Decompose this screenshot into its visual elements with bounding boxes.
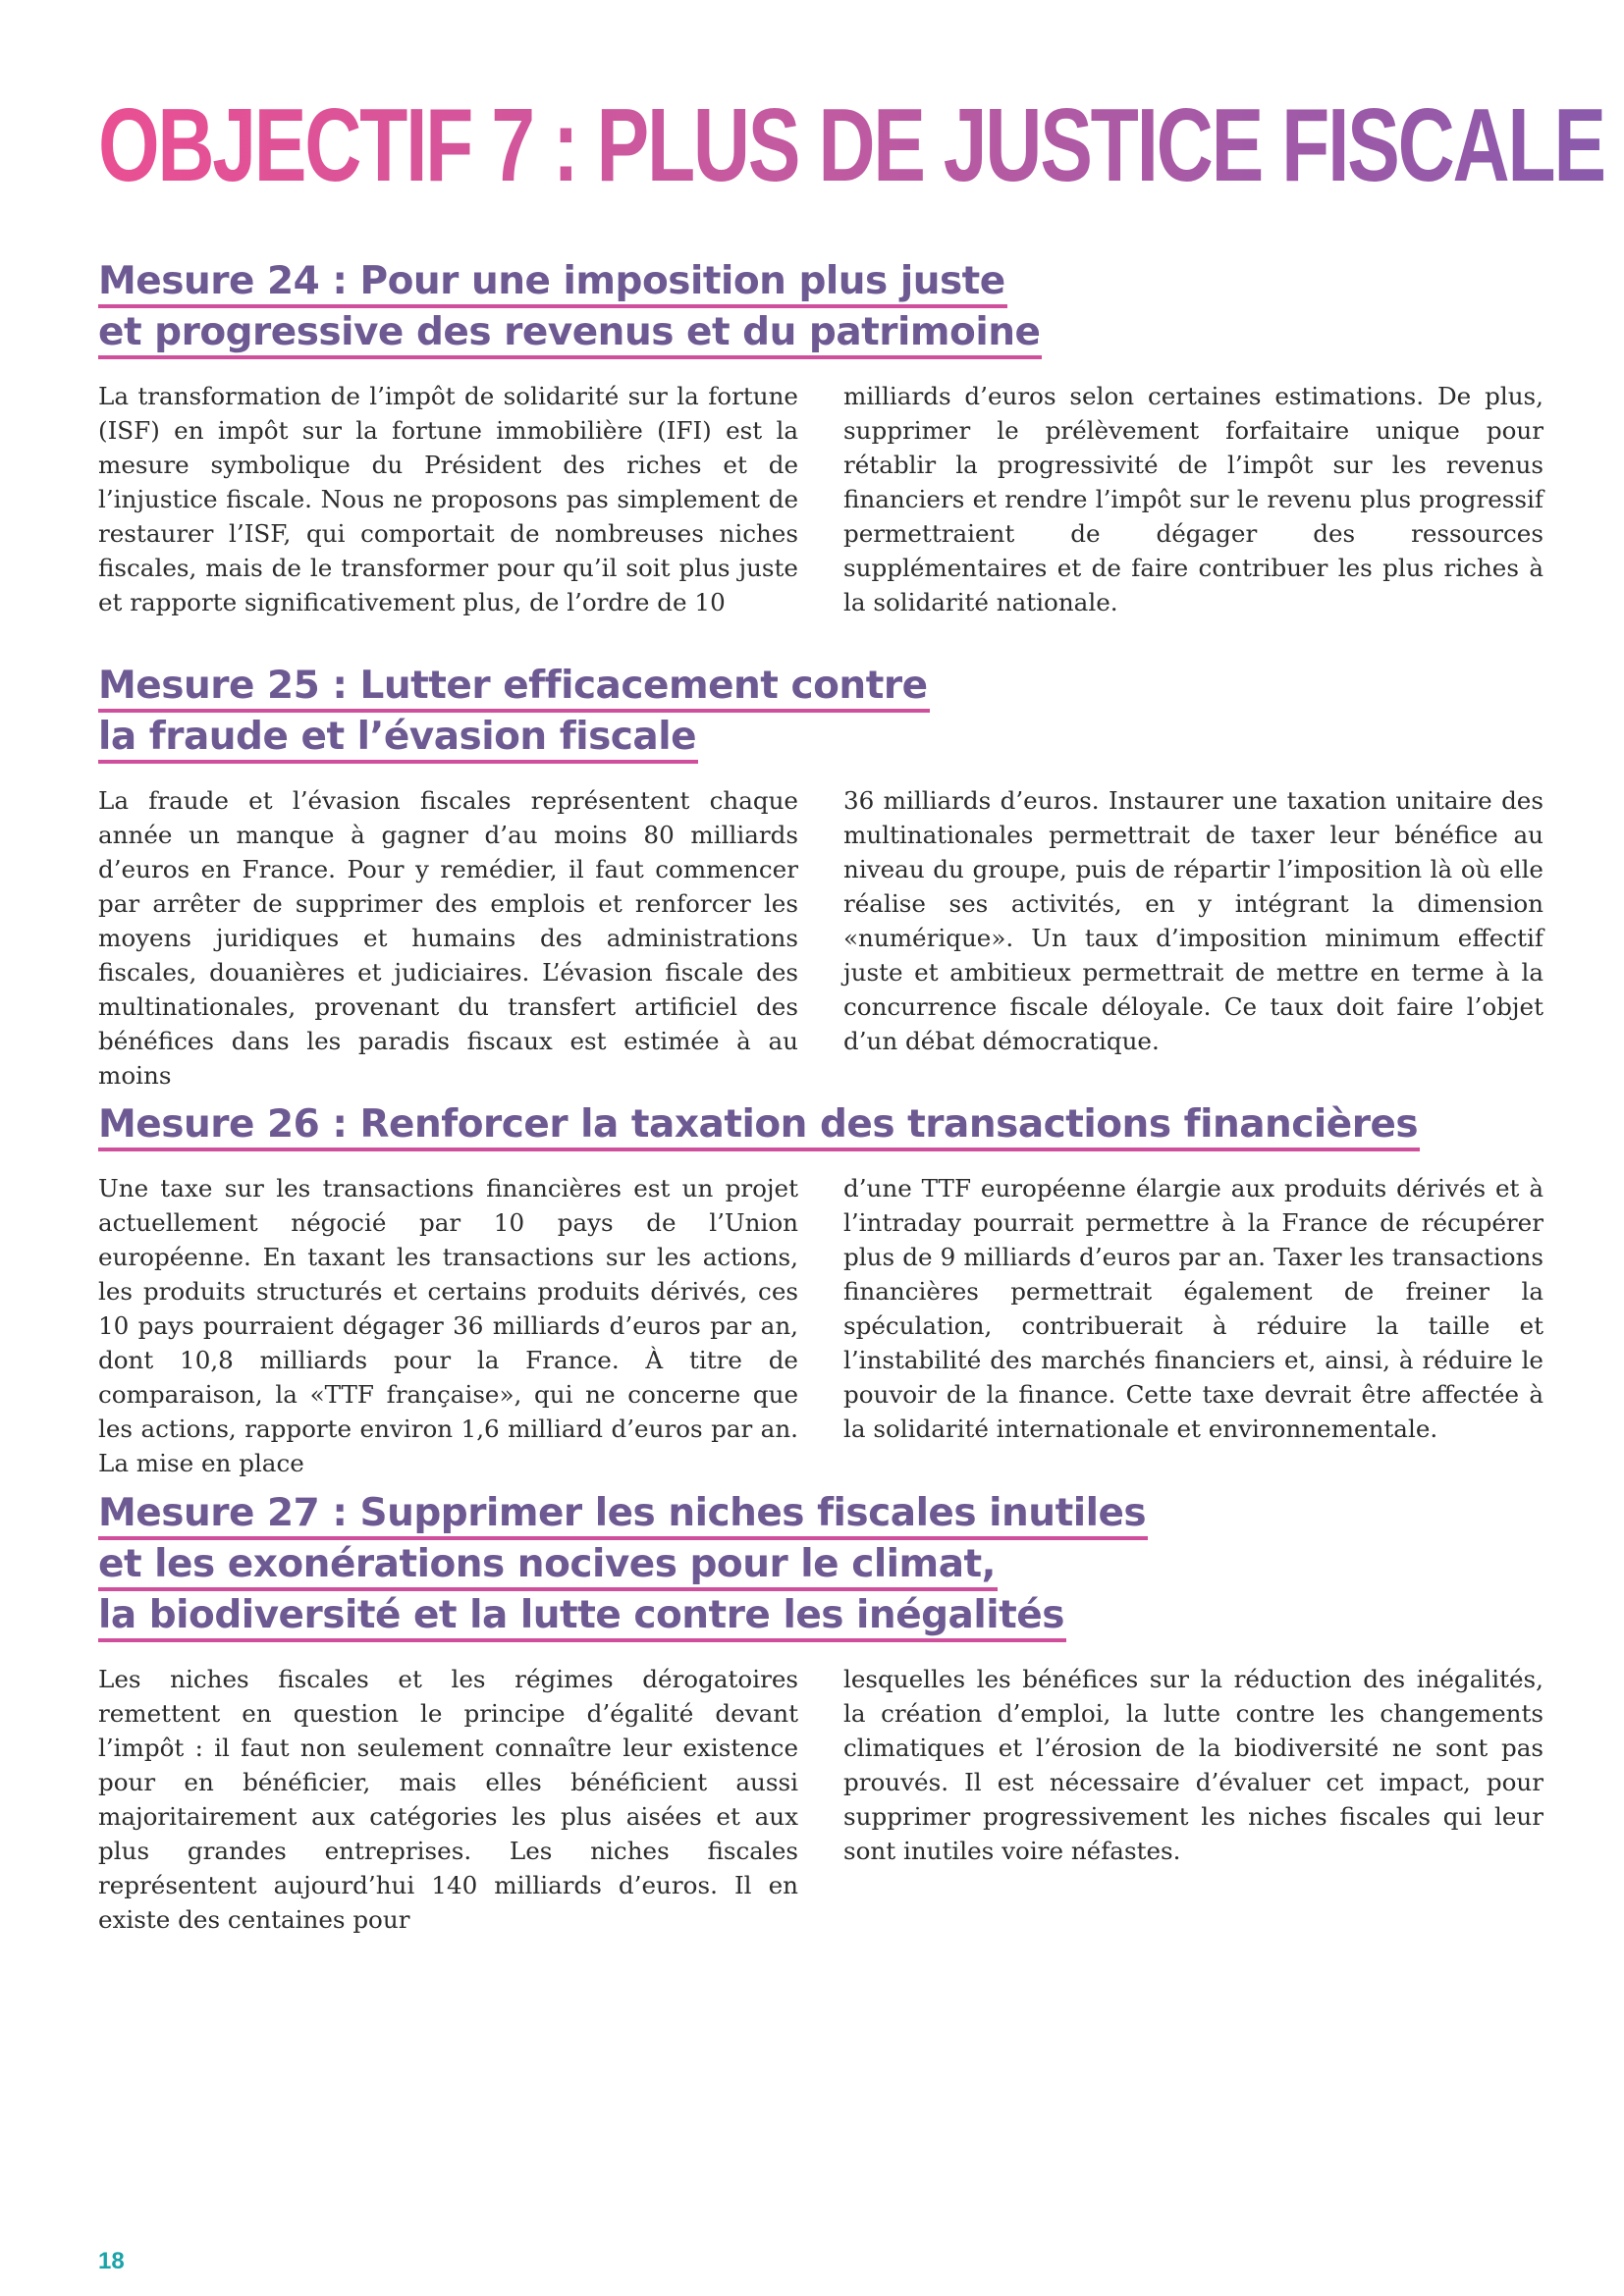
heading-line: la biodiversité et la lutte contre les inégalités — [98, 1593, 1066, 1642]
mesure-24-title — [98, 257, 1543, 359]
body-left-column: La fraude et l’évasion fiscales représentent chaque année un manque à gagner d’au moins 80 milliards d’euros en France. Pour y remédier, il faut commencer par arrêter de supprimer des emplois et renforcer les moyens juridiques et humains des administrations fiscales, douanières et judiciaires. L’évasion fiscale des multinationales, provenant du transfert artificiel des bénéfices dans les paradis fiscaux est estimée à au moins — [98, 786, 798, 1090]
heading-line: et les exonérations nocives pour le climat, — [98, 1542, 998, 1591]
body-right-column: milliards d’euros selon certaines estimations. De plus, supprimer le prélèvement forfaitaire unique pour rétablir la progressivité de l’impôt sur les revenus financiers et rendre l’impôt sur le revenu plus progressif permettraient de dégager des ressources supplémentaires et de faire contribuer les plus riches à la solidarité nationale. — [843, 382, 1543, 616]
heading-line: et progressive des revenus et du patrimoine — [98, 310, 1042, 359]
section-mesure-24 — [98, 257, 1543, 619]
two-column-body — [98, 1662, 1543, 1937]
body-left-column: La transformation de l’impôt de solidarité sur la fortune (ISF) en impôt sur la fortune immobilière (IFI) est la mesure symbolique du Président des riches et de l’injustice fiscale. Nous ne proposons pas simplement de restaurer l’ISF, qui comportait de nombreuses niches fiscales, mais de le transformer pour qu’il soit plus juste et rapporte significativement plus, de l’ordre de 10 — [98, 382, 798, 616]
two-column-body — [98, 1171, 1543, 1480]
page-number: 18 — [98, 2248, 125, 2274]
body-left-column: Les niches fiscales et les régimes dérogatoires remettent en question le principe d’égalité devant l’impôt : il faut non seulement connaître leur existence pour en bénéficier, mais elles bénéficient aussi majoritairement aux catégories les plus aisées et aux plus grandes entreprises. Les niches fiscales représentent aujourd’hui 140 milliards d’euros. Il en existe des centaines pour — [98, 1665, 798, 1934]
heading-line: Mesure 25 : Lutter efficacement contre — [98, 664, 930, 713]
heading-line: Mesure 27 : Supprimer les niches fiscales inutiles — [98, 1491, 1148, 1540]
section-mesure-26 — [98, 1100, 1543, 1480]
heading-line: Mesure 24 : Pour une imposition plus juste — [98, 259, 1007, 308]
heading-line: la fraude et l’évasion fiscale — [98, 715, 698, 764]
section-mesure-25 — [98, 662, 1543, 1093]
mesure-26-title — [98, 1100, 1543, 1151]
section-mesure-27 — [98, 1489, 1543, 1937]
heading-line: Mesure 26 : Renforcer la taxation des transactions financières — [98, 1102, 1420, 1151]
two-column-body — [98, 783, 1543, 1093]
mesure-25-title — [98, 662, 1543, 764]
body-left-column: Une taxe sur les transactions financières est un projet actuellement négocié par 10 pays de l’Union européenne. En taxant les transactions sur les actions, les produits structurés et certains produits dérivés, ces 10 pays pourraient dégager 36 milliards d’euros par an, dont 10,8 milliards pour la France. À titre de comparaison, la «TTF française», qui ne concerne que les actions, rapporte environ 1,6 milliard d’euros par an. La mise en place — [98, 1174, 798, 1477]
body-right-column: lesquelles les bénéfices sur la réduction des inégalités, la création d’emploi, la lutte contre les changements climatiques et l’érosion de la biodiversité ne sont pas prouvés. Il est nécessaire d’évaluer cet impact, pour supprimer progressivement les niches fiscales qui leur sont inutiles voire néfastes. — [843, 1665, 1543, 1865]
page-title: OBJECTIF 7 : PLUS DE JUSTICE FISCALE — [98, 87, 1604, 203]
mesure-27-title — [98, 1489, 1543, 1642]
two-column-body — [98, 379, 1543, 619]
body-right-column: 36 milliards d’euros. Instaurer une taxation unitaire des multinationales permettrait de taxer leur bénéfice au niveau du groupe, puis de répartir l’imposition là où elle réalise ses activités, en y intégrant la dimension «numérique». Un taux d’imposition minimum effectif juste et ambitieux permettrait de mettre en terme à la concurrence fiscale déloyale. Ce taux doit faire l’objet d’un débat démocratique. — [843, 786, 1543, 1055]
body-right-column: d’une TTF européenne élargie aux produits dérivés et à l’intraday pourrait permettre à la France de récupérer plus de 9 milliards d’euros par an. Taxer les transactions financières permettrait également de freiner la spéculation, contribuerait à réduire la taille et l’instabilité des marchés financiers et, ainsi, à réduire le pouvoir de la finance. Cette taxe devrait être affectée à la solidarité internationale et environnementale. — [843, 1174, 1543, 1443]
